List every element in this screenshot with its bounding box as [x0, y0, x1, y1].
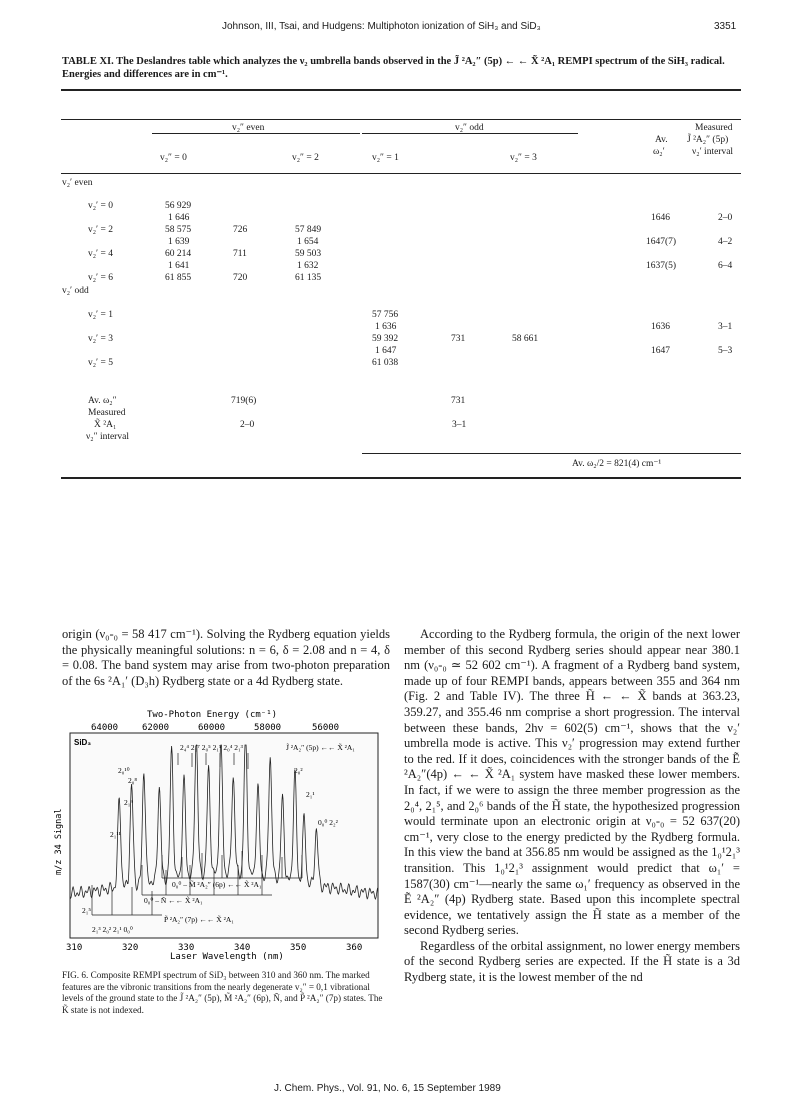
table-cell: 56 929: [165, 201, 192, 211]
left-paragraph: [62, 627, 390, 689]
running-title: Johnson, III, Tsai, and Hudgens: Multiphoton ionization of SiH₃ and SiD₃: [222, 21, 541, 32]
table-cell: 59 392: [372, 334, 399, 344]
right-paragraph-1: According to the Rydberg formula, the origin of the next lower member of this second Rydberg series should appear near 380.1 nm (ν₀‐₀ ≃ 52 602 cm⁻¹). A fragment of a Rydberg band system, made up of four REMPI bands, appears between 355 and 364 nm (Fig. 2 and Table IV). The three H̃ ← ← X̃ bands at 363.23, 359.27, and 355.46 nm comprise a short progression. The interval between these bands, 2hν = 602(5) cm⁻¹, shows that the ν₂′ umbrella mode is active. This ν₂′ progression may extend further to the red. If it does, coincidences with the stronger bands of the Ẽ ²A₂″(4p) ← ← X̃ ²A₁ system have masked these lower members. In fact, if we were to assign the three member progression as the 2₀⁴, 2₁⁵, and 2₀⁶ bands of the H̃ state, the hypothesized progression would terminate upon an electronic origin at ν₀‐₀ = 52 637(20) cm⁻¹, very close to the energy predicted by the Rydberg formula. In this view the band at 356.85 nm would be assigned as the 1₀¹2₁³ transition. This 1₀¹2₁³ assignment would predict that ω₁′ = 1587(30) cm⁻¹—nearly the same ω₁′ frequency as observed in the Ẽ ²A₂″ (4p) Rydberg state. Based upon this incomplete spectral evidence, we tentatively assign the H̃ state as a member of the second Rydberg series.: [404, 627, 740, 938]
table-row-label: v₂′ = 2: [88, 225, 113, 235]
table-cell: 1 647: [375, 346, 397, 356]
band-2-1: 2₁¹: [306, 790, 315, 799]
col-v2: v₂″ = 2: [292, 153, 319, 163]
figure-spectrum: [54, 705, 392, 962]
table-bottom-rule: [61, 477, 741, 479]
table-cell: 59 503: [295, 249, 322, 259]
even-span-rule: [152, 133, 360, 134]
species-label: SiD₃: [74, 738, 92, 747]
band-2-2: 2₀²: [294, 766, 303, 775]
group-even: v₂′ even: [62, 178, 93, 188]
right-paragraph-2: Regardless of the orbital assignment, no lower energy members of the second Rydberg series are expected. If the H̃ state is a 3d Rydberg state, it is the lowest member of the nd: [404, 938, 740, 985]
table-cell: 1636: [651, 322, 670, 332]
footer-interval: ν₂″ interval: [86, 432, 129, 442]
bottom-tick: 340: [234, 943, 251, 953]
p-state-label: P̃ ²A₂″ (7p) ←← X̃ ²A₁: [164, 915, 234, 924]
table-cell: 57 756: [372, 310, 399, 320]
table-cell: 1 632: [297, 261, 319, 271]
table-cell: 711: [233, 249, 247, 259]
table-cell: 57 849: [295, 225, 322, 235]
band-2-8: 2₀⁸: [128, 776, 137, 785]
top-tick: 58000: [254, 723, 282, 733]
table-cell: 5–3: [718, 346, 733, 356]
col-v0: v₂″ = 0: [160, 153, 187, 163]
table-cell: 720: [233, 273, 248, 283]
table-cell: 1 646: [168, 213, 190, 223]
footer-note: Av. ω₂/2 = 821(4) cm⁻¹: [572, 459, 662, 469]
table-cell: 1 654: [297, 237, 319, 247]
table-row-label: v₂′ = 3: [88, 334, 113, 344]
footer-measured: Measured: [88, 408, 126, 418]
bottom-tick: 310: [66, 943, 83, 953]
band-2-9: 2₁⁹: [124, 798, 133, 807]
head-j-state: J̃ ²A₂″ (5p): [687, 135, 729, 145]
bottom-tick: 350: [290, 943, 307, 953]
table-cell: 61 135: [295, 273, 322, 283]
odd-span-rule: [362, 133, 578, 134]
table-cell: 731: [451, 334, 466, 344]
top-tick: 64000: [91, 723, 119, 733]
m-state-label: 0₀⁰ – M̃ ²A₂″ (6p) ←← X̃ ²A₁: [172, 880, 262, 889]
left-paragraph-text: origin (ν₀‐₀ = 58 417 cm⁻¹). Solving the Rydberg equation yields the physically meaningful solutions: n = 6, δ = 2.08 and n = 4, δ = 0.08. The band system may arise from two-photon preparation of the 6s ²A₁′ (D₃h) Rydberg state or a 4d Rydberg state.: [62, 627, 390, 688]
head-omega: ω₂′: [653, 147, 665, 157]
table-head-rule: [61, 119, 741, 120]
footer-x-state: X̃ ²A₁: [94, 420, 117, 430]
head-odd: v₂″ odd: [455, 123, 484, 133]
head-even: v₂″ even: [232, 123, 265, 133]
bottom-tick: 320: [122, 943, 139, 953]
table-cell: 58 661: [512, 334, 539, 344]
table-row-label: v₂′ = 5: [88, 358, 113, 368]
table-cell: 1647: [651, 346, 670, 356]
table-row-label: v₂′ = 0: [88, 201, 113, 211]
table-caption: TABLE XI. The Deslandres table which analyzes the ν₂ umbrella bands observed in the J̃ ²A₂″ (5p) ← ← X̃ ²A₁ REMPI spectrum of the SiH₃ radical. Energies and differences are in cm⁻¹.: [62, 56, 725, 80]
footer-int-odd: 3–1: [452, 420, 467, 430]
footer-int-even: 2–0: [240, 420, 255, 430]
footer-av-label: Av. ω₂″: [88, 396, 117, 406]
table-cell: 4–2: [718, 237, 733, 247]
table-cell: 58 575: [165, 225, 192, 235]
table-cell: 1 641: [168, 261, 190, 271]
band-0-0: 0₀⁰ 2₂²: [318, 818, 338, 827]
table-cell: 1 639: [168, 237, 190, 247]
top-tick: 62000: [142, 723, 170, 733]
table-row-label: v₂′ = 4: [88, 249, 113, 259]
footer-av-even: 719(6): [231, 396, 257, 406]
top-ticks: [91, 723, 339, 733]
band-labels-low: 2₁³ 2₀² 2₁¹ 0₀⁰: [92, 925, 133, 934]
table-cell: 61 855: [165, 273, 192, 283]
table-cell: 1637(5): [646, 261, 677, 271]
journal-footer: J. Chem. Phys., Vol. 91, No. 6, 15 September 1989: [274, 1083, 501, 1094]
table-row-label: v₂′ = 1: [88, 310, 113, 320]
col-v3: v₂″ = 3: [510, 153, 537, 163]
table-subhead-rule: [61, 173, 741, 174]
x-axis-label: Laser Wavelength (nm): [170, 952, 284, 962]
band-2-10: 2₀¹⁰: [118, 766, 130, 775]
table-cell: 60 214: [165, 249, 192, 259]
table-cell: 1647(7): [646, 237, 677, 247]
bottom-tick: 330: [178, 943, 195, 953]
table-cell: 61 038: [372, 358, 399, 368]
band-labels-top: 2₄⁴ 2₁⁷ 2₀⁵ 2₁⁵ 2₀⁴ 2₁³: [180, 743, 243, 752]
right-column: [404, 627, 740, 986]
top-tick: 56000: [312, 723, 340, 733]
band-2-11: 2₁¹¹: [110, 830, 121, 839]
band-2-5: 2₁⁵: [82, 906, 91, 915]
j-state-label: J̃ ²A₂″ (5p) ←← X̃ ²A₁: [286, 743, 355, 752]
table-cell: 726: [233, 225, 248, 235]
top-tick: 60000: [198, 723, 226, 733]
table-top-rule: [61, 89, 741, 91]
head-interval: ν₂′ interval: [692, 147, 734, 157]
table-cell: 2–0: [718, 213, 733, 223]
table-note-rule: [362, 453, 741, 454]
table-cell: 1 636: [375, 322, 397, 332]
y-axis-label: m/z 34 Signal: [54, 808, 64, 875]
col-v1: v₂″ = 1: [372, 153, 399, 163]
page-number: 3351: [714, 21, 737, 32]
figure-caption: FIG. 6. Composite REMPI spectrum of SiD₃ between 310 and 360 nm. The marked features are the vibronic transitions from the nearly degenerate v₂″ = 0,1 vibrational levels of the ground state to the J̃ ²A₂″ (5p), M̃ ²A₂″ (6p), Ñ, and P̃ ²A₂″ (7p) states. The K̃ state is not indexed.: [62, 970, 383, 1015]
footer-av-odd: 731: [451, 396, 466, 406]
top-axis-label: Two-Photon Energy (cm⁻¹): [147, 710, 278, 720]
table-row-label: v₂′ = 6: [88, 273, 113, 283]
table-cell: 1646: [651, 213, 670, 223]
group-odd: v₂′ odd: [62, 286, 89, 296]
bottom-tick: 360: [346, 943, 363, 953]
table-cell: 3–1: [718, 322, 733, 332]
table-cell: 6–4: [718, 261, 733, 271]
head-measured: Measured: [695, 123, 733, 133]
n-state-label: 0₀⁰ – Ñ ←← X̃ ²A₁: [144, 896, 203, 905]
head-av: Av.: [655, 135, 668, 145]
